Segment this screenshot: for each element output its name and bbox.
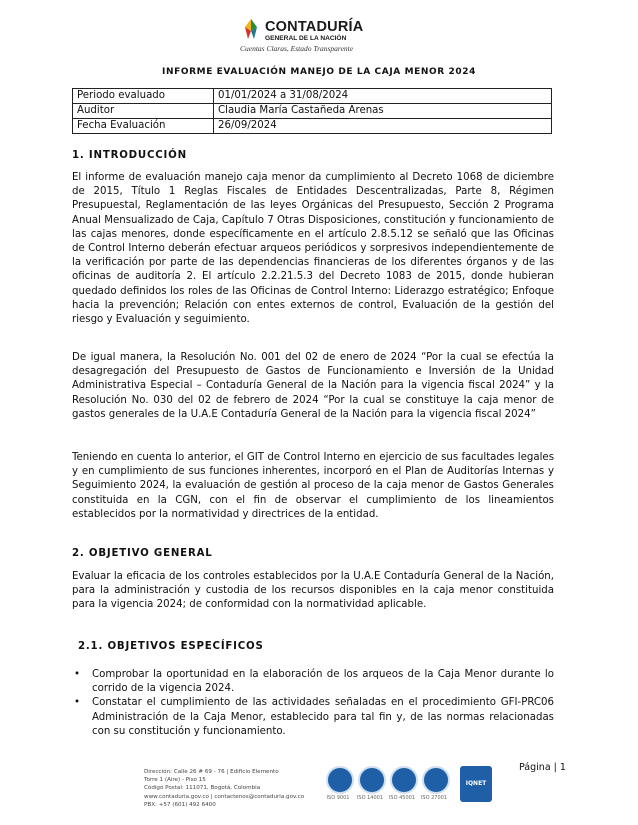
footer-line: PBX: +57 (601) 492 6400: [144, 801, 216, 808]
paragraph: Evaluar la eficacia de los controles establecidos por la U.A.E Contaduría General de la Nación, para la administración y custodia de los recursos disponibles en la caja menor constituida para la vigencia 2024; de conformidad con la normatividad aplicable.: [72, 571, 554, 611]
list-item: [72, 668, 554, 696]
meta-value: 01/01/2024 a 31/08/2024: [214, 89, 552, 104]
iqnet-logo: IQNET: [460, 766, 492, 802]
cert-caption: ISO 14001: [356, 795, 384, 801]
cert-caption: ISO 9001: [326, 795, 350, 801]
paragraph: El informe de evaluación manejo caja menor da cumplimiento al Decreto 1068 de diciembre de 2015, Título 1 Reglas Fiscales de Entidades Descentralizadas, Parte 8, Régimen Presupuestal, Reglamentación de las leyes Orgánicas del Presupuesto, Sección 2 Programa Anual Mensualizado de Caja, Capítulo 7 Otras Disposiciones, constitución y funcionamiento de las cajas menores, donde específicamente en el artículo 2.8.5.12 se señaló que las Oficinas de Control Interno deberán efectuar arqueos periódicos y sorpresivos independientemente de la verificación por parte de las dependencias financieras de los diferentes órganos y de las oficinas de auditoría 2. El artículo 2.2.21.5.3 del Decreto 1083 de 2015, donde hubieran quedado definidos los roles de las Oficinas de Control Interno: Liderazgo estratégico; Enfoque hacia la prevención; Relación con entes externos de control, Evaluación de la gestión del riesgo y Evaluación y seguimiento.: [72, 172, 554, 326]
section-heading-objetivo-general: 2. OBJETIVO GENERAL: [72, 548, 213, 559]
footer-contact: [144, 768, 304, 809]
table-row: [73, 89, 552, 104]
cgn-logo: [240, 18, 370, 54]
cert-caption: ISO 45001: [388, 795, 416, 801]
cert-caption: ISO 27001: [420, 795, 448, 801]
footer-line: Código Postal: 111071, Bogotá, Colombia: [144, 785, 261, 792]
certification-seal-icon: [422, 766, 450, 794]
objectives-list: [72, 668, 554, 739]
section-heading-introduccion: 1. INTRODUCCIÓN: [72, 150, 187, 161]
meta-key: Auditor: [73, 104, 214, 119]
logo-subtitle: GENERAL DE LA NACIÓN: [265, 35, 347, 42]
page-number: Página | 1: [519, 762, 566, 773]
meta-key: Fecha Evaluación: [73, 119, 214, 134]
certification-seal-icon: [358, 766, 386, 794]
bullet-icon: •: [74, 669, 81, 680]
section-heading-objetivos-especificos: 2.1. OBJETIVOS ESPECÍFICOS: [78, 641, 264, 652]
footer-line: Torre 1 (Aire) - Piso 15: [144, 777, 206, 784]
evaluation-meta-table: [72, 88, 552, 134]
paragraph: De igual manera, la Resolución No. 001 del 02 de enero de 2024 “Por la cual se efectúa la desagregación del Presupuesto de Gastos de Funcionamiento e Inversión de la Unidad Administrativa Especial – Contaduría General de la Nación para la vigencia fiscal 2024” y la Resolución No. 030 del 02 de febrero de 2024 “Por la cual se constituye la caja menor de gastos generales de la U.A.E Contaduría General de la Nación para la vigencia fiscal 2024”: [72, 352, 554, 420]
certification-seal-icon: [390, 766, 418, 794]
certification-seal-icon: [326, 766, 354, 794]
logo-slogan: Cuentas Claras, Estado Transparente: [240, 44, 354, 53]
list-item: [72, 696, 554, 739]
list-item-text: Constatar el cumplimiento de las actividades señaladas en el procedimiento GFI-PRC06 Administración de la Caja Menor, establecido para tal fin y, de las normas relacionadas con su constitución y funcionamiento.: [92, 697, 554, 737]
footer-line: www.contaduria.gov.co | contactenos@contaduria.gov.co: [144, 793, 305, 800]
certification-seals: [326, 766, 556, 816]
table-row: [73, 104, 552, 119]
document-title: INFORME EVALUACIÓN MANEJO DE LA CAJA MENOR 2024: [162, 67, 476, 77]
meta-key: Periodo evaluado: [73, 89, 214, 104]
paragraph: Teniendo en cuenta lo anterior, el GIT de Control Interno en ejercicio de sus facultades legales y en cumplimiento de sus funciones inherentes, incorporó en el Plan de Auditorías Internas y Seguimiento 2024, la evaluación de gestión al proceso de la caja menor de Gastos Generales constituida en la CGN, con el fin de observar el cumplimiento de los lineamientos establecidos por la normatividad y directrices de la entidad.: [72, 452, 554, 520]
logo-title: CONTADURÍA: [265, 19, 364, 35]
table-row: [73, 119, 552, 134]
bullet-icon: •: [74, 697, 81, 709]
meta-value: Claudia María Castañeda Arenas: [214, 104, 552, 119]
list-item-text: Comprobar la oportunidad en la elaboración de los arqueos de la Caja Menor durante lo corrido de la vigencia 2024.: [92, 669, 554, 695]
cgn-logo-icon: [240, 18, 262, 40]
meta-value: 26/09/2024: [214, 119, 552, 134]
footer-line: Dirección: Calle 26 # 69 - 76 | Edificio Elemento: [144, 769, 279, 775]
